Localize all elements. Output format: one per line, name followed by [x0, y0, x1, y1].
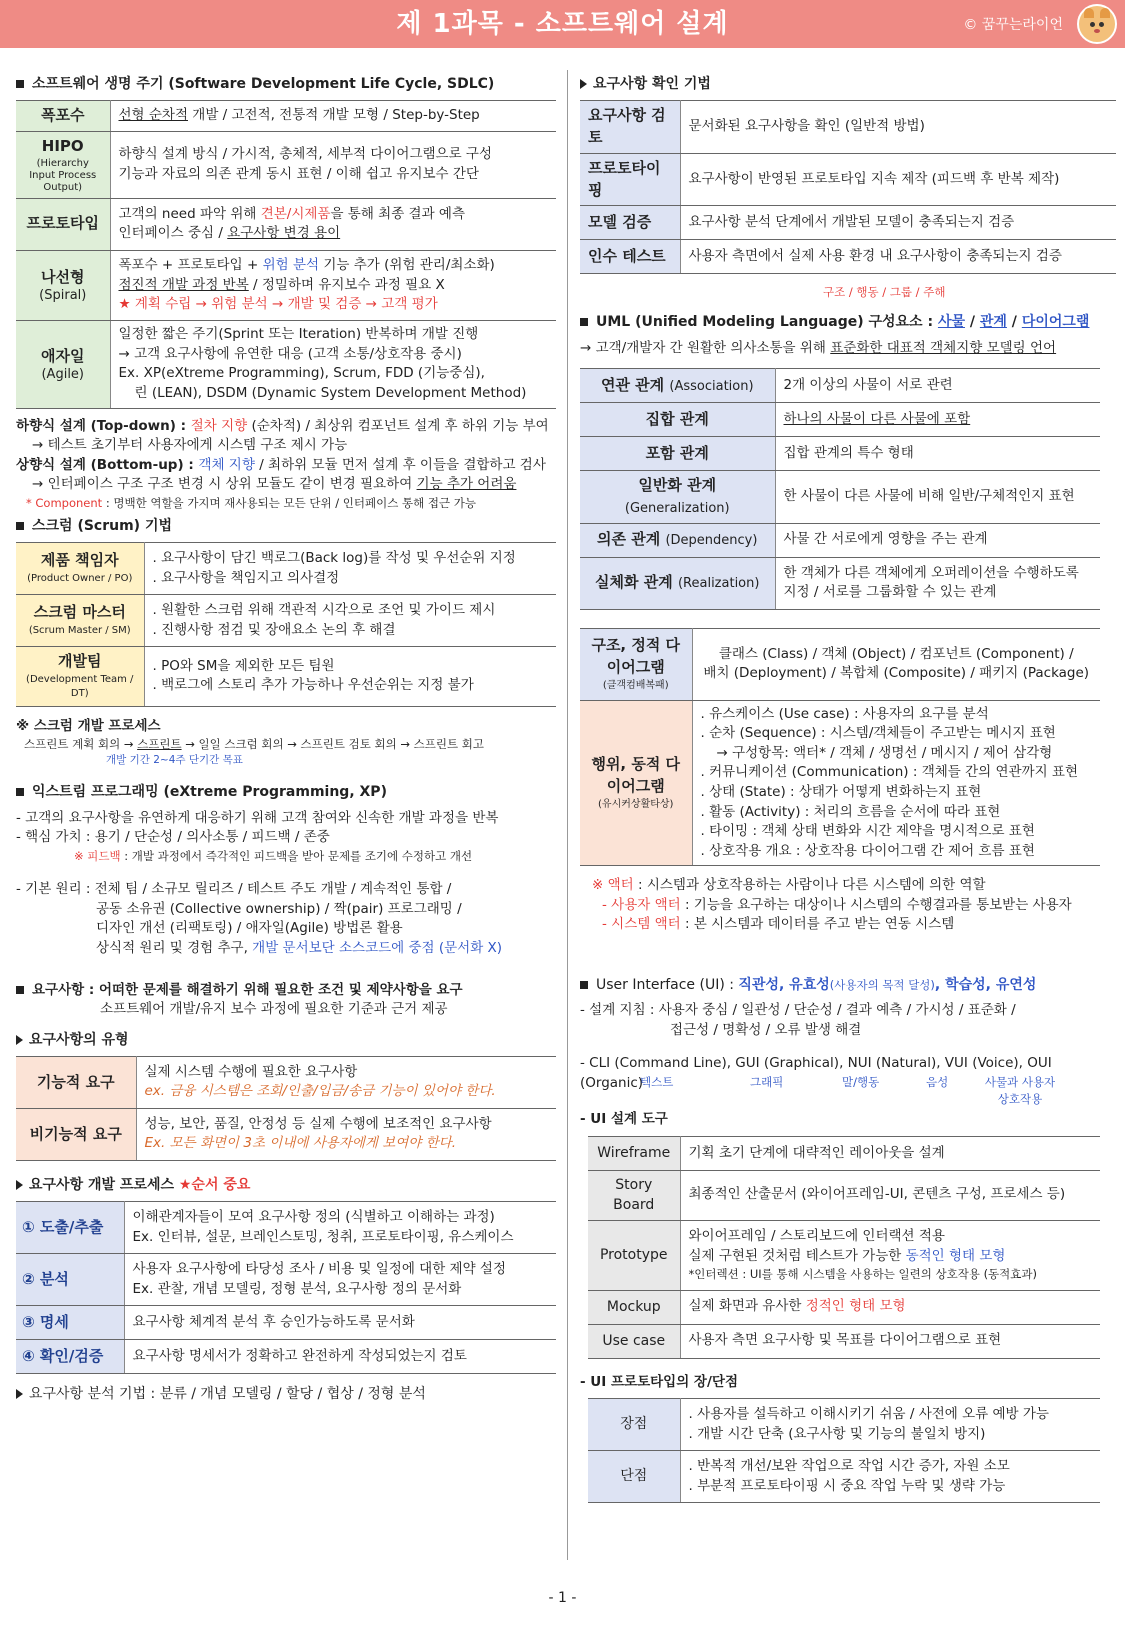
sdlc-desc: 일정한 짧은 주기(Sprint 또는 Iteration) 반복하며 개발 진행 → 고객 요구사항에 유연한 대응 (고객 소통/상호작용 중시) Ex. XP(eXtreme Programming), Scrum, FDD (기능중심), 린 (LEAN), DSDM (Dynamic System Development Method)	[110, 320, 556, 408]
ui-tool-key: Story Board	[588, 1170, 680, 1220]
table-row	[588, 1399, 1100, 1451]
table-row	[16, 1056, 556, 1108]
sdlc-desc: 폭포수 + 프로토타입 + 위험 분석 기능 추가 (위험 관리/최소화) 점진적 개발 과정 반복 / 정밀하며 유지보수 과정 필요 X ★ 계획 수립 → 위험 분석 → 개발 및 검증 → 고객 평가	[110, 250, 556, 320]
sdlc-key: 프로토타입	[16, 198, 110, 250]
square-bullet-icon	[16, 986, 24, 994]
verify-desc: 사용자 측면에서 실제 사용 환경 내 요구사항이 충족되는지 검증	[680, 240, 1116, 274]
table-row	[588, 1220, 1100, 1290]
ui-section: User Interface (UI) : 직관성, 유효성(사용자의 목적 달성), 학습성, 유연성 - 설계 지침 : 사용자 중심 / 일관성 / 단순성 / 결과 예측 / 가시성 / 표준화 / 접근성 / 명확성 / 오류 발생 해결	[580, 976, 1037, 1038]
ui-tool-key: Mockup	[588, 1290, 680, 1324]
square-bullet-icon	[580, 981, 588, 989]
table-row	[16, 320, 556, 408]
relation-desc: 하나의 사물이 다른 사물에 포함	[775, 403, 1100, 437]
sdlc-key: 폭포수	[16, 101, 110, 132]
table-row	[16, 1254, 556, 1306]
triangle-bullet-icon	[16, 1389, 23, 1399]
square-bullet-icon	[16, 522, 24, 530]
table-row	[16, 1306, 556, 1340]
table-row	[16, 1340, 556, 1374]
process-step: ④ 확인/검증	[16, 1340, 124, 1374]
triangle-bullet-icon	[16, 1035, 23, 1045]
table-row	[580, 523, 1100, 557]
table-row	[580, 153, 1116, 206]
table-row	[588, 1170, 1100, 1220]
scrum-table	[16, 542, 556, 707]
column-divider	[567, 70, 568, 1560]
relation-desc: 사물 간 서로에게 영향을 주는 관계	[775, 523, 1100, 557]
process-desc: 이해관계자들이 모여 요구사항 정의 (식별하고 이해하는 과정) Ex. 인터뷰, 설문, 브레인스토밍, 청취, 프로토타이핑, 유스케이스	[124, 1202, 556, 1254]
relation-desc: 집합 관계의 특수 형태	[775, 437, 1100, 471]
verify-key: 프로토타이핑	[580, 153, 680, 206]
ui-tool-key: Use case	[588, 1324, 680, 1358]
ui-type-note: 음성	[926, 1075, 949, 1090]
left-column	[16, 70, 556, 1411]
table-row	[588, 1324, 1100, 1358]
structure-diagram-key: 구조, 정적 다이어그램 (클객컴배복패)	[580, 628, 692, 700]
verify-desc: 요구사항이 반영된 프로토타입 지속 제작 (피드백 후 반복 제작)	[680, 153, 1116, 206]
table-row	[580, 557, 1100, 609]
req-type-key: 비기능적 요구	[16, 1108, 136, 1160]
sdlc-key: 애자일 (Agile)	[16, 320, 110, 408]
verify-key: 모델 검증	[580, 206, 680, 240]
scrum-desc: . PO와 SM을 제외한 모든 팀원 . 백로그에 스토리 추가 가능하나 우선순위는 지정 불가	[144, 647, 556, 707]
lion-avatar-icon	[1077, 4, 1117, 44]
uml-relations-table	[580, 368, 1100, 610]
pros-desc: . 사용자를 설득하고 이해시키기 쉬움 / 사전에 오류 예방 가능 . 개발 시간 단축 (요구사항 및 기능의 불일치 방지)	[680, 1399, 1100, 1451]
ui-tools-heading: - UI 설계 도구	[580, 1111, 668, 1128]
brand-text: © 꿈꾸는라이언	[963, 17, 1063, 33]
table-row	[580, 369, 1100, 403]
table-row	[588, 1451, 1100, 1503]
square-bullet-icon	[16, 788, 24, 796]
structure-diagram-desc: 클래스 (Class) / 객체 (Object) / 컴포넌트 (Component) / 배치 (Deployment) / 복합체 (Composite) / 패키지 (Package)	[692, 628, 1100, 700]
ui-proto-table	[588, 1398, 1100, 1503]
process-step: ③ 명세	[16, 1306, 124, 1340]
relation-desc: 한 사물이 다른 사물에 비해 일반/구체적인지 표현	[775, 471, 1100, 524]
sdlc-key: 나선형 (Spiral)	[16, 250, 110, 320]
table-row	[580, 240, 1116, 274]
table-row	[16, 132, 556, 199]
relation-desc: 2개 이상의 사물이 서로 관련	[775, 369, 1100, 403]
xp-heading: 익스트림 프로그래밍 (eXtreme Programming, XP)	[16, 782, 556, 802]
table-row	[580, 101, 1116, 154]
sdlc-key: HIPO (Hierarchy Input Process Output)	[16, 132, 110, 199]
behavior-diagram-key: 행위, 동적 다이어그램 (유시커상활타상)	[580, 700, 692, 866]
table-row	[580, 403, 1100, 437]
req-types-heading: 요구사항의 유형	[16, 1030, 556, 1050]
ui-tool-desc: 기획 초기 단계에 대략적인 레이아웃을 설계	[680, 1136, 1100, 1170]
table-row	[16, 198, 556, 250]
ui-type-note: 말/행동	[842, 1075, 880, 1090]
ui-tools-table	[588, 1136, 1100, 1359]
table-row	[580, 628, 1100, 700]
table-row	[580, 700, 1100, 866]
table-row	[16, 250, 556, 320]
behavior-diagram-desc: . 유스케이스 (Use case) : 사용자의 요구를 분석 . 순차 (Sequence) : 시스템/객체들이 주고받는 메시지 표현 → 구성항목: 액터* / 객체 / 생명선 / 메시지 / 제어 삼각형 . 커뮤니케이션 (Communication) : 객체들 간의 연관까지 표현 . 상태 (State) : 상태가 어떻게 변화하는지 표현 . 활동 (Activity) : 처리의 흐름을 순서에 따라 표현 . 타이밍 : 객체 상태 변화와 시간 제약을 명시적으로 표현 . 상호작용 개요 : 상호작용 다이어그램 간 제어 흐름 표현	[692, 700, 1100, 866]
table-row	[16, 647, 556, 707]
verify-key: 요구사항 검토	[580, 101, 680, 154]
square-bullet-icon	[16, 80, 24, 88]
triangle-bullet-icon	[580, 79, 587, 89]
table-row	[580, 206, 1116, 240]
scrum-process: ※ 스크럼 개발 프로세스 스프린트 계획 회의 → 스프린트 → 일일 스크럼 회의 → 스프린트 검토 회의 → 스프린트 회고 개발 기간 2~4주 단기간 목표	[16, 717, 484, 766]
verify-heading: 요구사항 확인 기법	[580, 74, 1116, 94]
req-process-table	[16, 1201, 556, 1374]
actor-notes: ※ 액터 : 시스템과 상호작용하는 사람이나 다른 시스템에 의한 역할 - 사용자 액터 : 기능을 요구하는 대상이나 시스템의 수행결과를 통보받는 사용자 - 시스템 액터 : 본 시스템과 데이터를 주고 받는 연동 시스템	[592, 877, 1072, 933]
design-approach: 하향식 설계 (Top-down) : 절차 지향 (순차적) / 최상위 컴포넌트 설계 후 하위 기능 부여 → 테스트 초기부터 사용자에게 시스템 구조 제시 가능 상향식 설계 (Bottom-up) : 객체 지향 / 최하위 모듈 먼저 설계 후 이들을 결합하고 검사 → 인터페이스 구조 구조 변경 시 상위 모듈도 같이 변경 필요하여 기능 추가 어려움 * Component : 명백한 역할을 가지며 재사용되는 모든 단위 / 인터페이스 통해 접근 가능	[16, 417, 549, 511]
relation-key: 일반화 관계 (Generalization)	[580, 471, 775, 524]
ui-tool-key: Prototype	[588, 1220, 680, 1290]
table-row	[588, 1290, 1100, 1324]
requirements-def: 요구사항 : 어떠한 문제를 해결하기 위해 필요한 조건 및 제약사항을 요구 소프트웨어 개발/유지 보수 과정에 필요한 기준과 근거 제공	[16, 981, 556, 1020]
square-bullet-icon	[580, 318, 588, 326]
page-title: 제 1과목 - 소프트웨어 설계	[396, 9, 729, 39]
ui-tool-desc: 사용자 측면 요구사항 및 목표를 다이어그램으로 표현	[680, 1324, 1100, 1358]
ui-type-note: 텍스트	[640, 1075, 674, 1090]
ui-type-note: 그래픽	[750, 1075, 784, 1090]
process-desc: 요구사항 체계적 분석 후 승인가능하도록 문서화	[124, 1306, 556, 1340]
table-row	[588, 1136, 1100, 1170]
ui-tool-desc: 최종적인 산출문서 (와이어프레임-UI, 콘텐츠 구성, 프로세스 등)	[680, 1170, 1100, 1220]
process-step: ② 분석	[16, 1254, 124, 1306]
ui-tool-desc: 와이어프레임 / 스토리보드에 인터랙션 적용 실제 구현된 것처럼 테스트가 가능한 동적인 형태 모형 *인터렉션 : UI를 통해 시스템을 사용하는 일련의 상호작용 (동적효과)	[680, 1220, 1100, 1290]
req-types-table	[16, 1056, 556, 1161]
sdlc-table	[16, 100, 556, 409]
table-row	[580, 471, 1100, 524]
table-row	[16, 1202, 556, 1254]
triangle-bullet-icon	[16, 1180, 23, 1190]
uml-diagram-table	[580, 628, 1100, 867]
sdlc-desc: 선형 순차적 개발 / 고전적, 전통적 개발 모형 / Step-by-Step	[110, 101, 556, 132]
ui-type-note: 사물과 사용자 상호작용	[984, 1075, 1056, 1107]
ui-proto-heading: - UI 프로토타입의 장/단점	[580, 1373, 738, 1390]
page-number: - 1 -	[548, 1590, 577, 1606]
verify-desc: 문서화된 요구사항을 확인 (일반적 방법)	[680, 101, 1116, 154]
scrum-role: 개발팀 (Development Team / DT)	[16, 647, 144, 707]
relation-key: 연관 관계 (Association)	[580, 369, 775, 403]
table-row	[16, 543, 556, 595]
table-row	[16, 595, 556, 647]
verify-key: 인수 테스트	[580, 240, 680, 274]
cons-key: 단점	[588, 1451, 680, 1503]
scrum-role: 제품 책임자 (Product Owner / PO)	[16, 543, 144, 595]
req-type-desc: 실제 시스템 수행에 필요한 요구사항 ex. 금융 시스템은 조회/인출/입금/송금 기능이 있어야 한다.	[136, 1056, 556, 1108]
table-row	[580, 437, 1100, 471]
req-analysis-line: 요구사항 분석 기법 : 분류 / 개념 모델링 / 할당 / 협상 / 정형 분석	[16, 1384, 556, 1404]
scrum-desc: . 요구사항이 담긴 백로그(Back log)를 작성 및 우선순위 지정 . 요구사항을 책임지고 의사결정	[144, 543, 556, 595]
right-column	[580, 70, 1116, 1503]
pros-key: 장점	[588, 1399, 680, 1451]
table-row	[16, 101, 556, 132]
things-note: 구조 / 행동 / 그룹 / 주해	[823, 285, 946, 300]
sdlc-desc: 고객의 need 파악 위해 견본/시제품을 통해 최종 결과 예측 인터페이스 중심 / 요구사항 변경 용이	[110, 198, 556, 250]
verify-table	[580, 100, 1116, 274]
req-type-desc: 성능, 보안, 품질, 안정성 등 실제 수행에 보조적인 요구사항 Ex. 모든 화면이 3초 이내에 사용자에게 보여야 한다.	[136, 1108, 556, 1160]
relation-key: 포함 관계	[580, 437, 775, 471]
cons-desc: . 반복적 개선/보완 작업으로 작업 시간 증가, 자원 소모 . 부분적 프로토타이핑 시 중요 작업 누락 및 생략 가능	[680, 1451, 1100, 1503]
process-desc: 요구사항 명세서가 정확하고 완전하게 작성되었는지 검토	[124, 1340, 556, 1374]
process-step: ① 도출/추출	[16, 1202, 124, 1254]
relation-desc: 한 객체가 다른 객체에게 오퍼레이션을 수행하도록 지정 / 서로를 그룹화할 수 있는 관계	[775, 557, 1100, 609]
scrum-heading: 스크럼 (Scrum) 기법	[16, 516, 556, 536]
relation-key: 집합 관계	[580, 403, 775, 437]
page-header	[0, 0, 1125, 48]
relation-key: 의존 관계 (Dependency)	[580, 523, 775, 557]
process-desc: 사용자 요구사항에 타당성 조사 / 비용 및 일정에 대한 제약 설정 Ex. 관찰, 개념 모델링, 정형 분석, 요구사항 정의 문서화	[124, 1254, 556, 1306]
ui-tool-key: Wireframe	[588, 1136, 680, 1170]
scrum-desc: . 원활한 스크럼 위해 객관적 시각으로 조언 및 가이드 제시 . 진행사항 점검 및 장애요소 논의 후 해결	[144, 595, 556, 647]
relation-key: 실체화 관계 (Realization)	[580, 557, 775, 609]
verify-desc: 요구사항 분석 단계에서 개발된 모델이 충족되는지 검증	[680, 206, 1116, 240]
table-row	[16, 1108, 556, 1160]
scrum-role: 스크럼 마스터 (Scrum Master / SM)	[16, 595, 144, 647]
uml-section: 구조 / 행동 / 그룹 / 주해 UML (Unified Modeling Language) 구성요소 : 사물 / 관계 / 다이어그램 → 고객/개발자 간 원활한 의사소통을 위해 표준화한 대표적 객체지향 모델링 언어	[580, 285, 1090, 356]
ui-types: - CLI (Command Line), GUI (Graphical), NUI (Natural), VUI (Voice), OUI (Organic) 텍스트 그래픽 말/행동 음성 사물과 사용자 상호작용	[580, 1054, 1116, 1104]
ui-tool-desc: 실제 화면과 유사한 정적인 형태 모형	[680, 1290, 1100, 1324]
req-type-key: 기능적 요구	[16, 1056, 136, 1108]
xp-body: - 고객의 요구사항을 유연하게 대응하기 위해 고객 참여와 신속한 개발 과정을 반복 - 핵심 가치 : 용기 / 단순성 / 의사소통 / 피드백 / 존중 ※ 피드백 : 개발 과정에서 즉각적인 피드백을 받아 문제를 조기에 수정하고 개선 - 기본 원리 : 전체 팀 / 소규모 릴리즈 / 테스트 주도 개발 / 계속적인 통합 / 공동 소유권 (Collective ownership) / 짝(pair) 프로그래밍 / 디자인 개선 (리팩토링) / 애자일(Agile) 방법론 활용 상식적 원리 및 경험 추구, 개발 문서보단 소스코드에 중점 (문서화 X)	[16, 809, 503, 956]
sdlc-heading: 소프트웨어 생명 주기 (Software Development Life Cycle, SDLC)	[16, 74, 556, 94]
sdlc-desc: 하향식 설계 방식 / 가시적, 총체적, 세부적 다이어그램으로 구성 기능과 자료의 의존 관계 동시 표현 / 이해 쉽고 유지보수 간단	[110, 132, 556, 199]
req-process-heading: 요구사항 개발 프로세스 ★순서 중요	[16, 1175, 556, 1195]
